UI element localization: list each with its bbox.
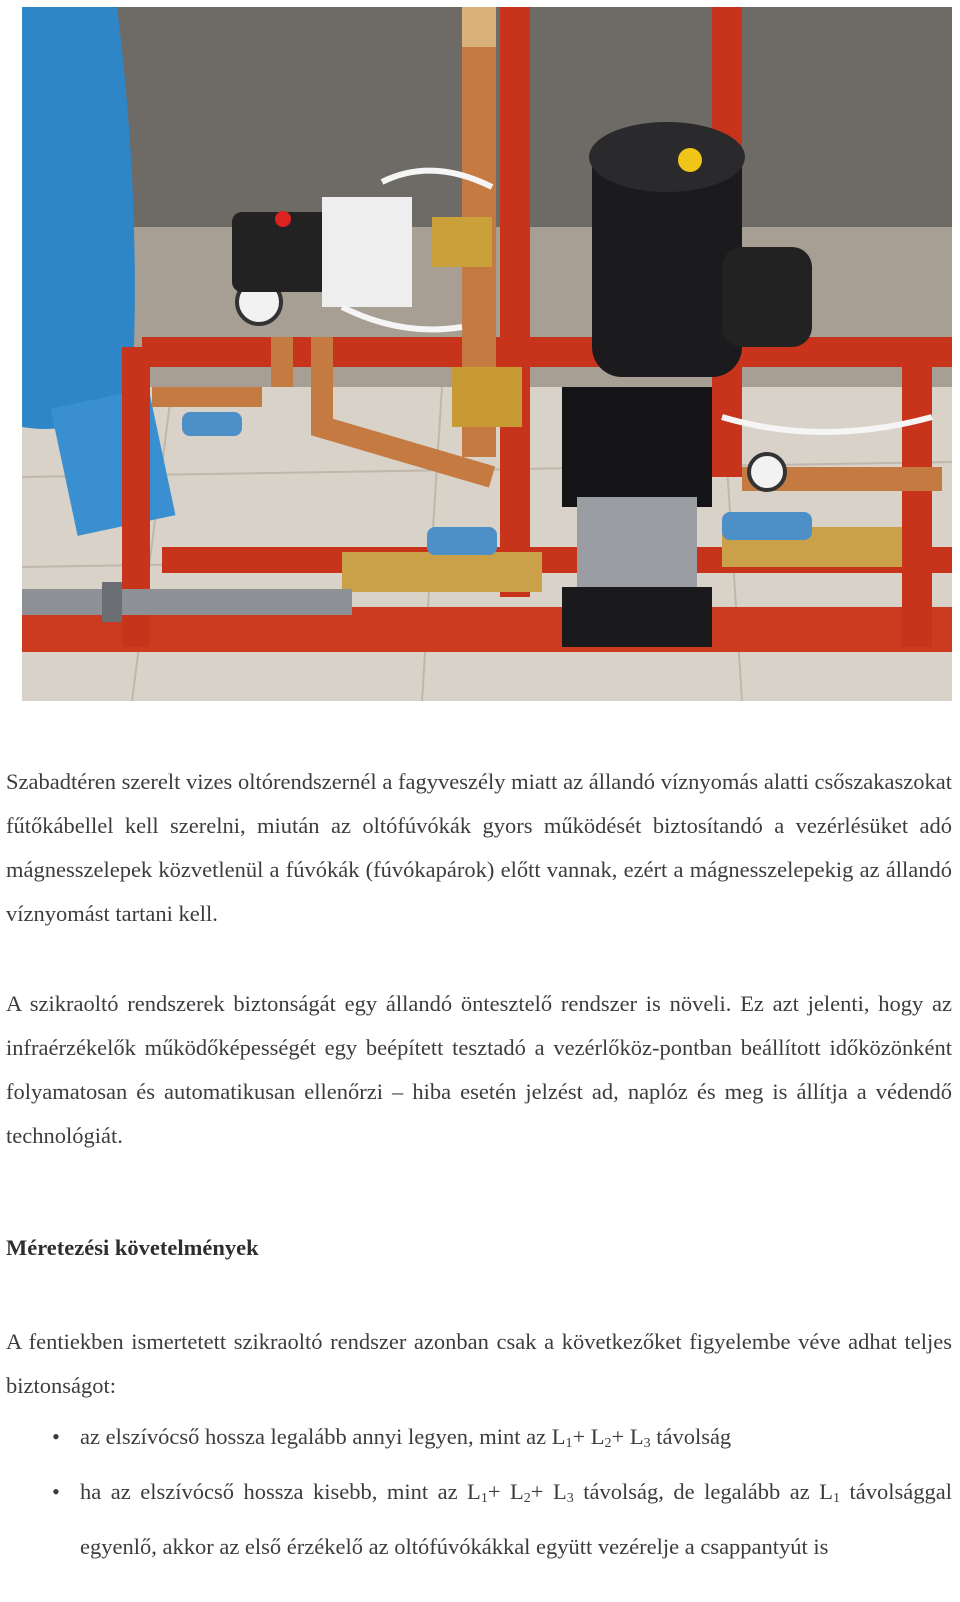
requirements-list bbox=[50, 1413, 952, 1571]
list-item: • az elszívócső hossza legalább annyi legyen, mint az $L_1+ L_2+ L_3$ távolság bbox=[50, 1413, 952, 1468]
section-heading: Méretezési követelmények bbox=[6, 1235, 259, 1260]
paragraph-self-test: A szikraoltó rendszerek biztonságát egy állandó öntesztelő rendszer is növeli. Ez azt jelenti, hogy az infraérzékelők működőképességét egy beépített tesztadó a vezérlőköz-pontban beállított időközönként folyamatosan és automatikusan ellenőrzi – hiba esetén jelzést ad, naplóz és meg is állítja a védendő technológiát. bbox=[6, 991, 952, 1148]
list-item: • ha az elszívócső hossza kisebb, mint az $L_1+ L_2+ L_3$ távolság, de legalább az $L_1$ távolsággal egyenlő, akkor az első érzékelő az oltófúvókákkal együtt vezérelje a csappantyút is bbox=[50, 1468, 952, 1571]
pump-station-photo bbox=[22, 7, 952, 701]
bullet-icon: • bbox=[52, 1424, 60, 1449]
bullet-icon: • bbox=[52, 1479, 60, 1504]
paragraph-requirements-intro: A fentiekben ismertetett szikraoltó rendszer azonban csak a következőket figyelembe véve adhat teljes biztonságot: bbox=[6, 1329, 952, 1398]
paragraph-frost-protection: Szabadtéren szerelt vizes oltórendszernél a fagyveszély miatt az állandó víznyomás alatti csőszakaszokat fűtőkábellel kell szerelni, miután az oltófúvókák gyors működését biztosítandó a vezérlésüket adó mágnesszelepek közvetlenül a fúvókák (fúvókapárok) előtt vannak, ezért a mágnesszelepekig az állandó víznyomást tartani kell. bbox=[6, 769, 952, 926]
pump-photo-illustration bbox=[22, 7, 952, 701]
